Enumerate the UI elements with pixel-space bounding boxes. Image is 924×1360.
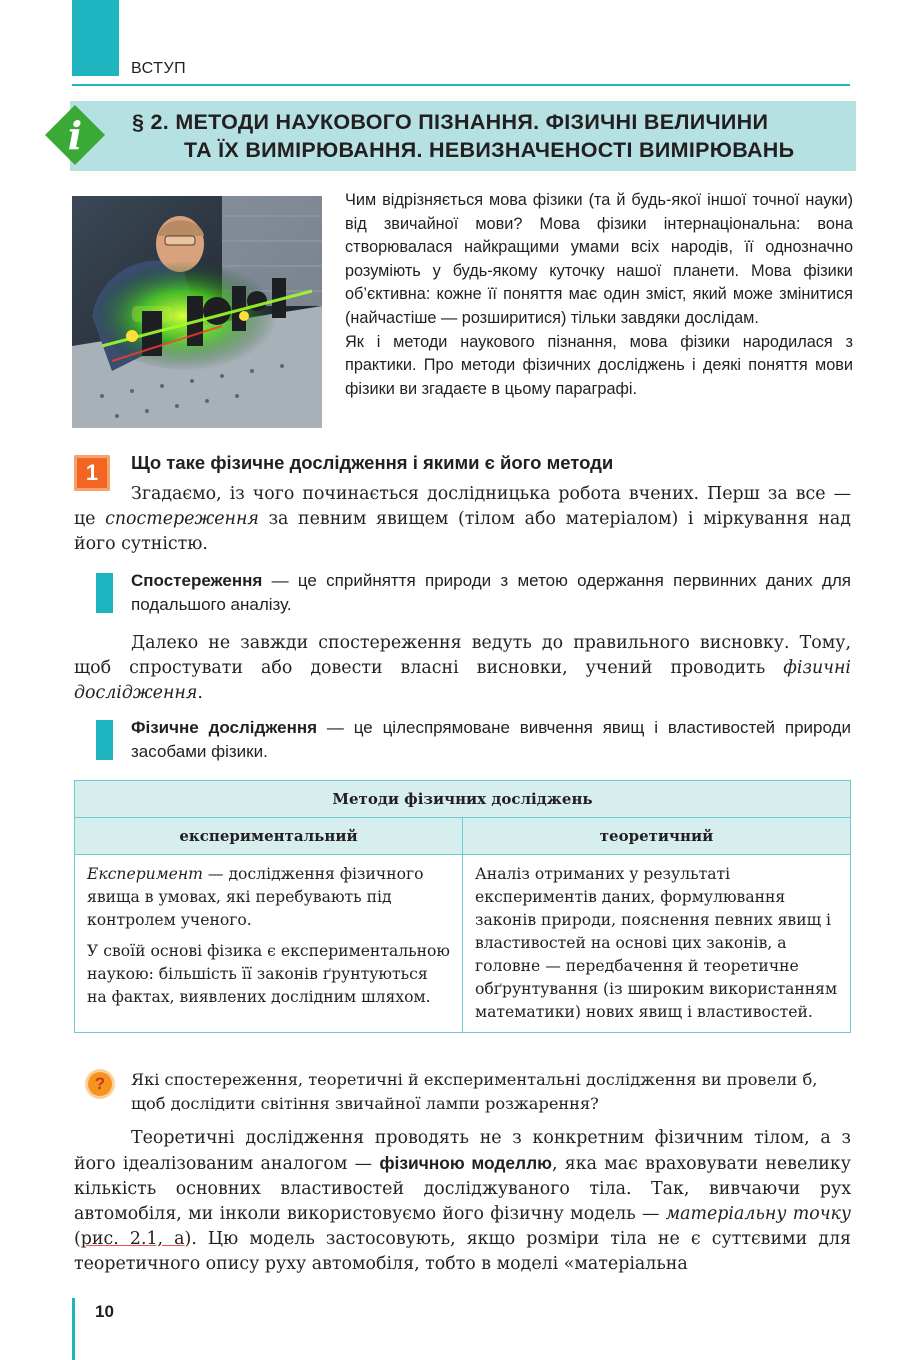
emphasis: спостереження <box>105 509 259 529</box>
methods-table <box>74 780 851 1033</box>
definition-marker <box>96 720 113 760</box>
intro-text <box>345 189 853 401</box>
body-paragraph: Теоретичні дослідження проводять не з конкретним фізичним тілом, а з його ідеалізованим аналогом — фізичною моделлю, яка має враховувати невелику кількість основних властивостей досліджуваного тіла. Так, вивчаючи рух автомобіля, ми інколи використовуємо його фізичну модель — матеріальну точку (рис. 2.1, а). Цю модель застосовують, якщо розміри тіла не є суттєвими для теоретичного опису руху автомобіля, тобто в моделі «матеріальна <box>74 1128 851 1274</box>
question-icon: ? <box>88 1072 112 1096</box>
figure-reference-link[interactable]: рис. 2.1, а <box>80 1229 185 1249</box>
info-icon-glyph: i <box>67 113 83 158</box>
bold-term: фізичною моделлю <box>379 1153 552 1173</box>
table-caption: Методи фізичних досліджень <box>75 781 851 818</box>
footer-bar <box>72 1298 75 1360</box>
info-icon <box>44 104 106 166</box>
definition-term: Фізичне дослідження <box>131 718 318 737</box>
intro-paragraph: Чим відрізняється мова фізики (та й будь-якої іншої точної науки) від звичайної мови? Мова фізики інтернаціональна: вона створювалася найкращими умами всіх народів, її однозначно розуміють у будь-якому куточку нашої планети. Мова фізики об’єктивна: кожне її поняття має один зміст, який може змінитися (найчастіше — розширитися) тільки завдяки дослідам. <box>345 191 853 327</box>
emphasis: матеріальну точку <box>665 1204 851 1224</box>
definition-term: Спостереження <box>131 571 263 590</box>
column-header-theoretical: теоретичний <box>463 818 851 855</box>
header-rule <box>72 84 850 86</box>
section-heading: Що таке фізичне дослідження і якими є його методи <box>131 452 614 473</box>
intro-paragraph: Як і методи наукового пізнання, мова фізики народилася з практики. Про методи фізичних досліджень і деякі поняття мови фізики ви згадаєте в цьому параграфі. <box>345 332 853 398</box>
scientist-laser-photo <box>72 196 322 428</box>
experimental-cell: Експеримент — дослідження фізичного явища в умовах, які перебувають під контролем ученого. У своїй основі фізика є експериментальною наукою: більшість її законів ґрунтуються на фактах, виявлених дослідним шляхом. <box>75 855 463 1033</box>
title-line-2: ТА ЇХ ВИМІРЮВАННЯ. НЕВИЗНАЧЕНОСТІ ВИМІРЮВАНЬ <box>184 138 795 162</box>
question-text: Які спостереження, теоретичні й експериментальні дослідження ви провели б, щоб дослідити світіння звичайної лампи розжарення? <box>131 1070 818 1113</box>
page-number: 10 <box>95 1302 114 1321</box>
emphasis: Експеримент <box>87 865 203 883</box>
emphasis: фізичні дослідження <box>74 658 851 703</box>
body-paragraph: Згадаємо, із чого починається дослідницька робота вчених. Перш за все — це спостереження за певним явищем (тілом або матеріалом) і міркування над його сутністю. <box>74 484 851 554</box>
title-line-1: § 2. МЕТОДИ НАУКОВОГО ПІЗНАННЯ. ФІЗИЧНІ ВЕЛИЧИНИ <box>132 110 769 134</box>
theoretical-cell: Аналіз отриманих у результаті експериментів даних, формулювання законів природи, пояснення певних явищ і властивостей на основі цих законів, а головне — передбачення й теоретичне обґрунтування (із широким використанням математики) нових явищ і властивостей. <box>463 855 851 1033</box>
section-label: ВСТУП <box>131 60 187 77</box>
section-number: 1 <box>85 460 99 485</box>
header-tab <box>72 0 119 76</box>
definition-physical-research: Фізичне дослідження — це цілеспрямоване вивчення явищ і властивостей природи засобами фізики. <box>131 718 851 761</box>
definition-observation: Спостереження — це сприйняття природи з метою одержання первинних даних для подальшого аналізу. <box>131 571 851 614</box>
column-header-experimental: експериментальний <box>75 818 463 855</box>
definition-marker <box>96 573 113 613</box>
paragraph-title <box>132 108 852 164</box>
body-paragraph: Далеко не завжди спостереження ведуть до правильного висновку. Тому, щоб спростувати або довести власні висновки, учений проводить фізичні дослідження. <box>74 633 851 703</box>
